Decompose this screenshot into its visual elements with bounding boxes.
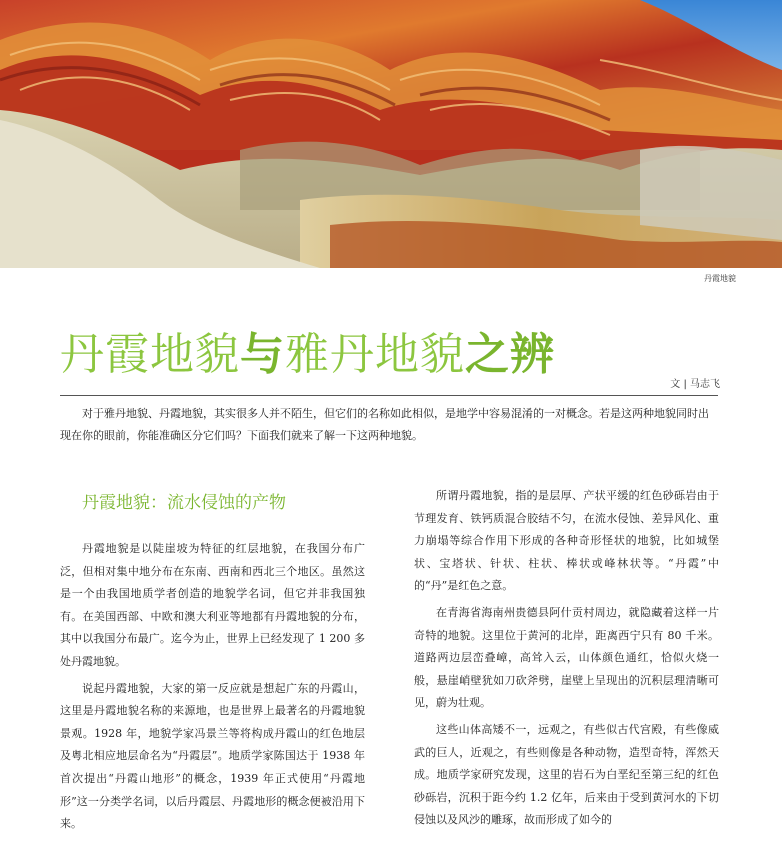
body-paragraph: 丹霞地貌是以陡崖坡为特征的红层地貌，在我国分布广泛，但相对集中地分布在东南、西南和西北三个地区。虽然这是一个由我国地质学者创造的地貌学名词，但它并非我国独有。在美国西部、中欧和澳大利亚等地都有丹霞地貌的分布，其中以我国分布最广。迄今为止，世界上已经发现了 1 200 多处丹霞地貌。 [60, 542, 365, 668]
title-part-yardang: 雅丹地貌 [285, 329, 465, 380]
title-part-danxia: 丹霞地貌 [60, 329, 240, 380]
body-paragraph: 在青海省海南州贵德县阿什贡村周边，就隐藏着这样一片奇特的地貌。这里位于黄河的北岸，距离西宁只有 80 千米。道路两边层峦叠嶂，高耸入云，山体颜色通红，恰似火烧一般，悬崖峭壁犹如刀砍斧劈，崖壁上呈现出的沉积层理清晰可见，蔚为壮观。 [414, 605, 719, 710]
body-paragraph: 这些山体高矮不一，远观之，有些似古代宫殿，有些像威武的巨人，近观之，有些则像是各种动物，造型奇特，浑然天成。地质学家研究发现，这里的岩石为白垩纪至第三纪的红色砂砾岩，沉积于距今约 1.2 亿年，后来由于受到黄河水的下切侵蚀以及风沙的雕琢，故而形成了如今的 [414, 722, 719, 827]
right-column [414, 485, 719, 836]
intro-paragraph: 对于雅丹地貌、丹霞地貌，其实很多人并不陌生，但它们的名称如此相似，是地学中容易混淆的一对概念。若是这两种地貌同时出现在你的眼前，你能准确区分它们吗？下面我们就来了解一下这两种地貌。 [60, 407, 709, 442]
title-part-distinction: 之辨 [465, 329, 555, 380]
section-heading-danxia: 丹霞地貌：流水侵蚀的产物 [82, 493, 286, 513]
title-divider [60, 395, 718, 396]
danxia-landform-photo [0, 0, 782, 268]
author-byline: 文 | 马志飞 [670, 379, 720, 390]
left-column [60, 490, 365, 840]
article-title [60, 318, 555, 382]
danxia-landscape-illustration [0, 0, 782, 268]
photo-caption: 丹霞地貌 [704, 274, 736, 283]
body-paragraph: 所谓丹霞地貌，指的是层厚、产状平缓的红色砂砾岩由于节理发育、铁钙质混合胶结不匀，在流水侵蚀、差异风化、重力崩塌等综合作用下形成的各种奇形怪状的地貌，比如城堡状、宝塔状、针状、柱状、棒状或峰林状等。“丹霞”中的“丹”是红色之意。 [414, 489, 719, 593]
title-part-and: 与 [240, 329, 285, 380]
body-paragraph: 说起丹霞地貌，大家的第一反应就是想起广东的丹霞山，这里是丹霞地貌名称的来源地，也是世界上最著名的丹霞地貌景观。1928 年，地貌学家冯景兰等将构成丹霞山的红色地层及粤北相应地层命名为“丹霞层”。地质学家陈国达于 1938 年首次提出“丹霞山地形”的概念，1939 年正式使用“丹霞地形”这一分类学名词，以后丹霞层、丹霞地形的概念便被沿用下来。 [60, 681, 365, 831]
